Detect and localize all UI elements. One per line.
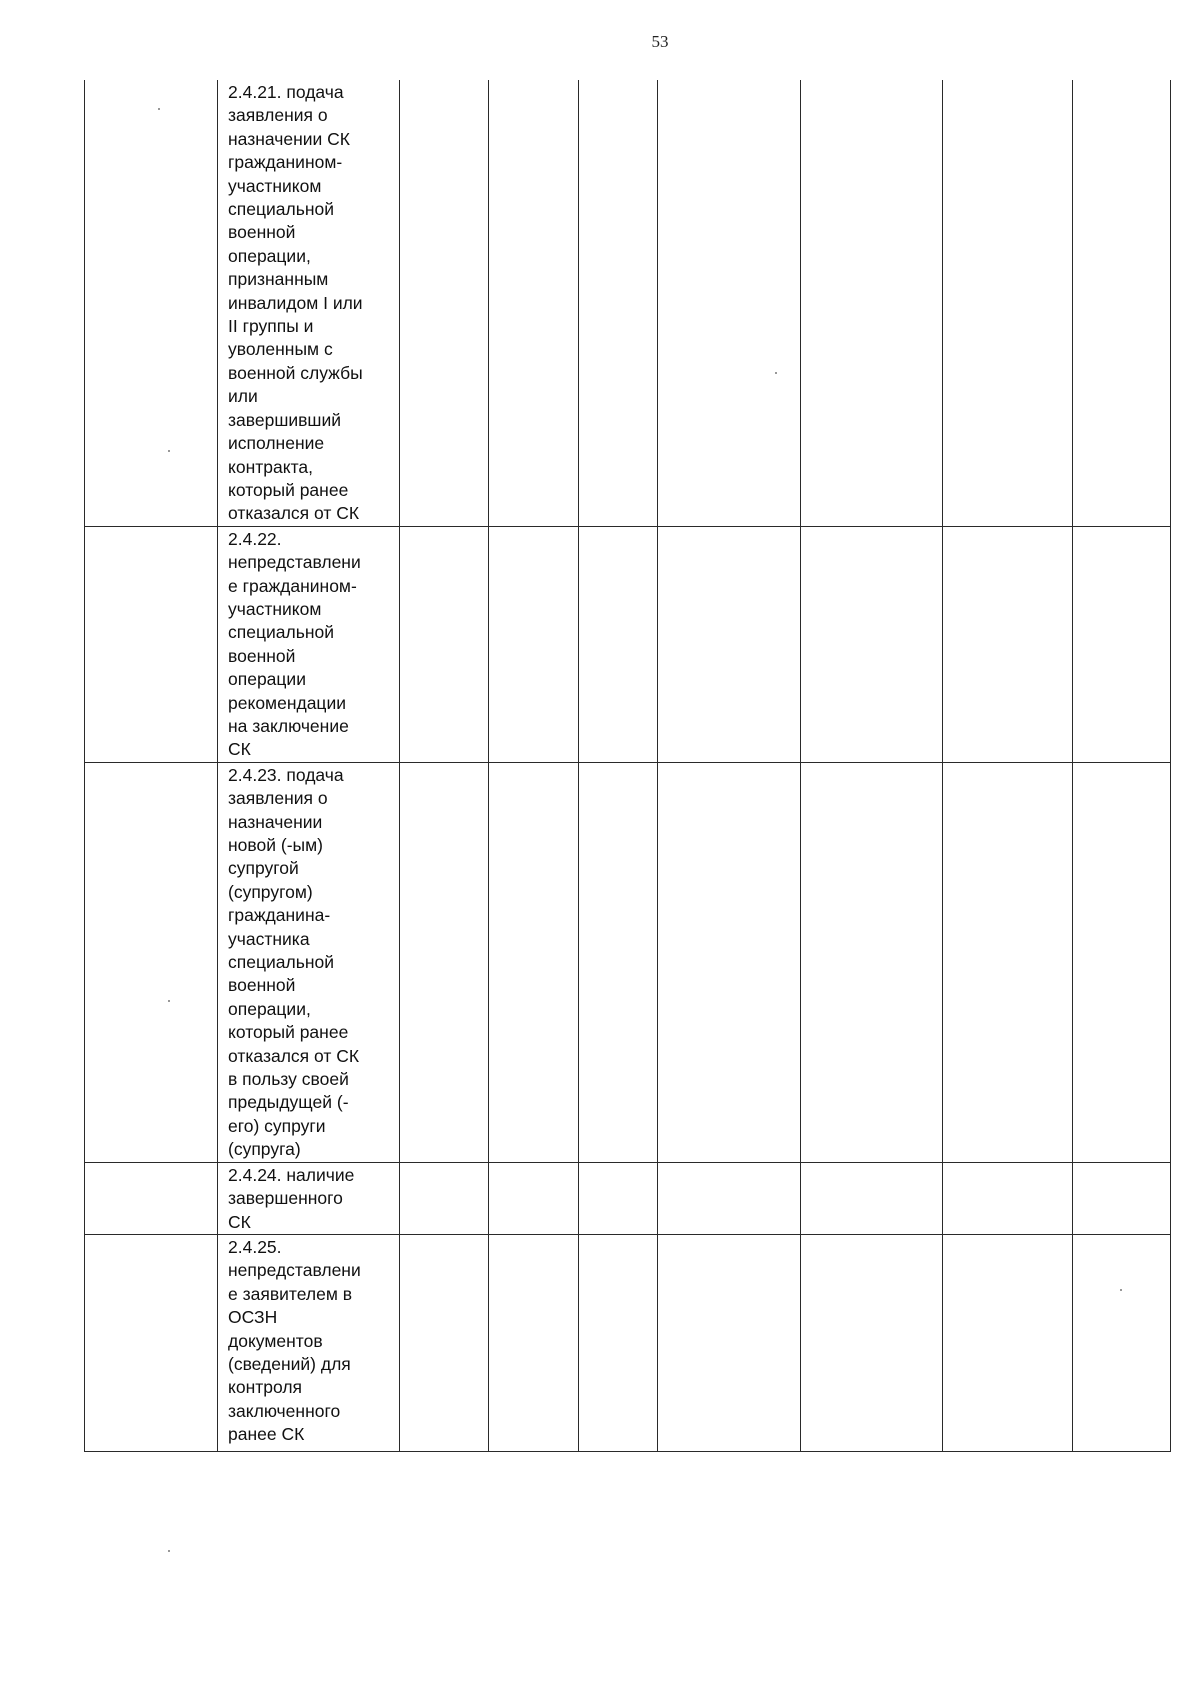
item-text-2-4-22: 2.4.22. непредставлени е гражданином- участником специальной военной операции рекомендации на заключение СК	[218, 526, 400, 762]
empty-cell	[489, 80, 579, 526]
empty-cell	[658, 1162, 801, 1234]
empty-cell	[85, 526, 218, 762]
item-text-2-4-23: 2.4.23. подача заявления о назначении новой (-ым) супругой (супругом) гражданина- участника специальной военной операции, который ранее отказался от СК в пользу своей предыдущей (- его) супруги (супруга)	[218, 762, 400, 1162]
empty-cell	[489, 1162, 579, 1234]
empty-cell	[801, 80, 943, 526]
empty-cell	[489, 526, 579, 762]
empty-cell	[1073, 1235, 1171, 1452]
conditions-table	[84, 80, 1171, 1452]
scan-speck	[775, 372, 777, 374]
empty-cell	[579, 1162, 658, 1234]
scan-speck	[158, 108, 160, 110]
table-row	[85, 80, 1171, 526]
empty-cell	[489, 1235, 579, 1452]
empty-cell	[1073, 762, 1171, 1162]
item-text-2-4-24: 2.4.24. наличие завершенного СК	[218, 1162, 400, 1234]
empty-cell	[801, 526, 943, 762]
empty-cell	[489, 762, 579, 1162]
table-row	[85, 1235, 1171, 1452]
empty-cell	[579, 762, 658, 1162]
empty-cell	[1073, 1162, 1171, 1234]
empty-cell	[400, 1162, 489, 1234]
empty-cell	[943, 762, 1073, 1162]
empty-cell	[658, 1235, 801, 1452]
page-number: 53	[651, 32, 669, 51]
empty-cell	[658, 80, 801, 526]
scan-speck	[168, 1550, 170, 1552]
empty-cell	[400, 526, 489, 762]
scan-speck	[168, 1000, 170, 1002]
empty-cell	[85, 1235, 218, 1452]
scan-speck	[168, 450, 170, 452]
empty-cell	[943, 1235, 1073, 1452]
empty-cell	[943, 526, 1073, 762]
empty-cell	[85, 1162, 218, 1234]
empty-cell	[943, 80, 1073, 526]
empty-cell	[400, 1235, 489, 1452]
empty-cell	[400, 80, 489, 526]
empty-cell	[85, 762, 218, 1162]
empty-cell	[579, 1235, 658, 1452]
empty-cell	[579, 526, 658, 762]
scan-speck	[1120, 1289, 1122, 1291]
empty-cell	[400, 762, 489, 1162]
item-text-2-4-25: 2.4.25. непредставлени е заявителем в ОСЗН документов (сведений) для контроля заключенного ранее СК	[218, 1235, 400, 1452]
empty-cell	[1073, 526, 1171, 762]
table-row	[85, 1162, 1171, 1234]
item-text-2-4-21: 2.4.21. подача заявления о назначении СК гражданином- участником специальной военной операции, признанным инвалидом I или II группы и уволенным с военной службы или завершивший исполнение контракта, который ранее отказался от СК	[218, 80, 400, 526]
table-row	[85, 762, 1171, 1162]
empty-cell	[85, 80, 218, 526]
empty-cell	[579, 80, 658, 526]
empty-cell	[943, 1162, 1073, 1234]
empty-cell	[658, 762, 801, 1162]
empty-cell	[658, 526, 801, 762]
table-row	[85, 526, 1171, 762]
empty-cell	[801, 1162, 943, 1234]
empty-cell	[1073, 80, 1171, 526]
empty-cell	[801, 1235, 943, 1452]
empty-cell	[801, 762, 943, 1162]
